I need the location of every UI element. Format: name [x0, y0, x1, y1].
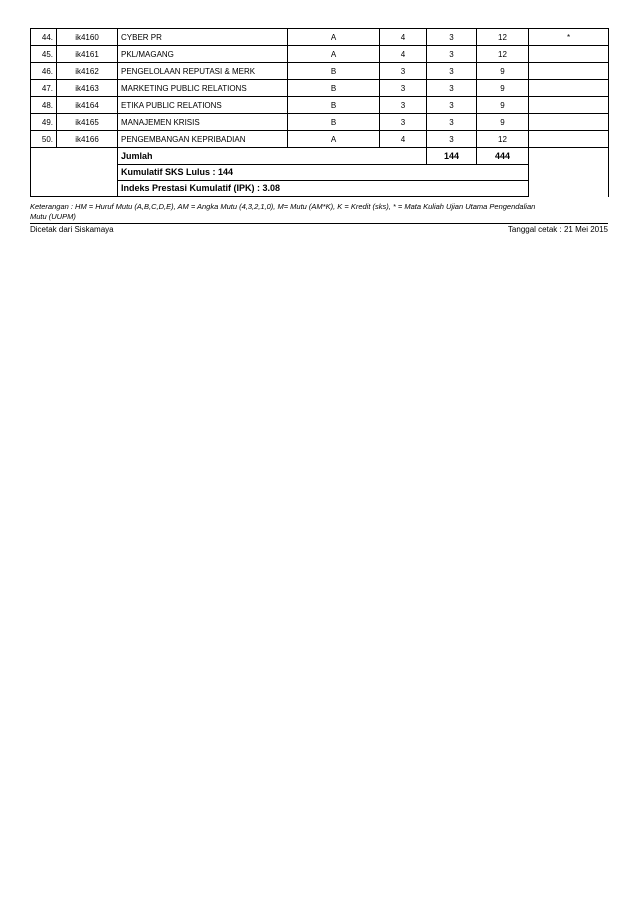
letter-grade: B — [288, 80, 380, 97]
summary-spacer-right — [529, 148, 609, 165]
table-row — [31, 114, 609, 131]
letter-grade: A — [288, 131, 380, 148]
table-row — [31, 46, 609, 63]
course-name: PENGEMBANGAN KEPRIBADIAN — [118, 131, 288, 148]
grade-point: 3 — [380, 63, 427, 80]
credits: 3 — [427, 114, 477, 131]
summary-spacer — [31, 164, 118, 180]
summary-spacer-right — [529, 164, 609, 180]
uupm-mark — [529, 80, 609, 97]
course-code: ik4162 — [57, 63, 118, 80]
table-row — [31, 63, 609, 80]
uupm-mark — [529, 46, 609, 63]
credits: 3 — [427, 63, 477, 80]
letter-grade: A — [288, 29, 380, 46]
row-number: 47. — [31, 80, 57, 97]
credits: 3 — [427, 131, 477, 148]
course-code: ik4161 — [57, 46, 118, 63]
course-name: PENGELOLAAN REPUTASI & MERK — [118, 63, 288, 80]
grade-point: 3 — [380, 114, 427, 131]
kumulatif-sks-lulus: Kumulatif SKS Lulus : 144 — [118, 164, 529, 180]
row-number: 48. — [31, 97, 57, 114]
grade-point: 4 — [380, 29, 427, 46]
uupm-mark — [529, 114, 609, 131]
credits: 3 — [427, 80, 477, 97]
table-row — [31, 97, 609, 114]
course-name: PKL/MAGANG — [118, 46, 288, 63]
row-number: 50. — [31, 131, 57, 148]
uupm-mark — [529, 97, 609, 114]
kumulatif-row — [31, 164, 609, 180]
course-name: CYBER PR — [118, 29, 288, 46]
row-number: 49. — [31, 114, 57, 131]
course-code: ik4165 — [57, 114, 118, 131]
ipk-row — [31, 180, 609, 197]
quality-points: 9 — [477, 114, 529, 131]
course-name: MARKETING PUBLIC RELATIONS — [118, 80, 288, 97]
table-row — [31, 29, 609, 46]
row-number: 44. — [31, 29, 57, 46]
course-code: ik4166 — [57, 131, 118, 148]
uupm-mark — [529, 131, 609, 148]
row-number: 45. — [31, 46, 57, 63]
jumlah-total-credits: 144 — [427, 148, 477, 165]
summary-spacer — [31, 180, 118, 197]
quality-points: 9 — [477, 80, 529, 97]
footer-source: Dicetak dari Siskamaya — [30, 225, 114, 234]
course-name: ETIKA PUBLIC RELATIONS — [118, 97, 288, 114]
page-footer — [30, 223, 608, 234]
grade-point: 4 — [380, 131, 427, 148]
row-number: 46. — [31, 63, 57, 80]
summary-spacer-right — [529, 180, 609, 197]
grade-point: 4 — [380, 46, 427, 63]
uupm-mark: * — [529, 29, 609, 46]
quality-points: 9 — [477, 63, 529, 80]
letter-grade: A — [288, 46, 380, 63]
course-code: ik4160 — [57, 29, 118, 46]
course-name: MANAJEMEN KRISIS — [118, 114, 288, 131]
jumlah-label: Jumlah — [118, 148, 427, 165]
uupm-mark — [529, 63, 609, 80]
quality-points: 12 — [477, 29, 529, 46]
quality-points: 12 — [477, 46, 529, 63]
table-row — [31, 131, 609, 148]
grade-point: 3 — [380, 97, 427, 114]
grades-table — [30, 28, 609, 197]
course-code: ik4164 — [57, 97, 118, 114]
summary-body — [31, 148, 609, 197]
grades-table-body — [31, 29, 609, 148]
transcript-sheet — [30, 28, 608, 234]
jumlah-total-quality: 444 — [477, 148, 529, 165]
table-row — [31, 80, 609, 97]
jumlah-row — [31, 148, 609, 165]
letter-grade: B — [288, 97, 380, 114]
course-code: ik4163 — [57, 80, 118, 97]
letter-grade: B — [288, 114, 380, 131]
summary-spacer — [31, 148, 118, 165]
footer-print-date: Tanggal cetak : 21 Mei 2015 — [507, 225, 608, 234]
legend-note: Keterangan : HM = Huruf Mutu (A,B,C,D,E), AM = Angka Mutu (4,3,2,1,0), M= Mutu (AM*K), K = Kredit (sks), * = Mata Kuliah Ujian Utama Pengendalian Mutu (UUPM) — [30, 202, 536, 221]
credits: 3 — [427, 29, 477, 46]
credits: 3 — [427, 46, 477, 63]
letter-grade: B — [288, 63, 380, 80]
credits: 3 — [427, 97, 477, 114]
quality-points: 9 — [477, 97, 529, 114]
grade-point: 3 — [380, 80, 427, 97]
ipk-value: Indeks Prestasi Kumulatif (IPK) : 3.08 — [118, 180, 529, 197]
quality-points: 12 — [477, 131, 529, 148]
